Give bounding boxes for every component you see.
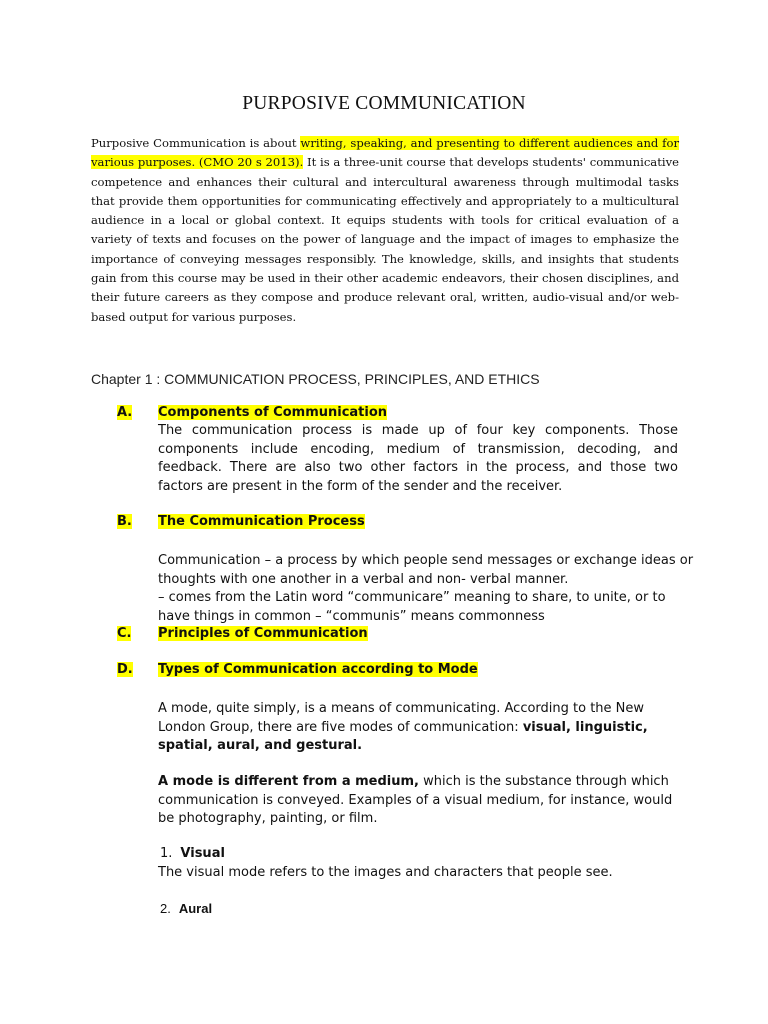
section-d-p2-line-1: which is the substance through which: [419, 774, 669, 789]
section-d-p1-line-2: London Group, there are five modes of communication:: [158, 719, 523, 735]
section-b-title: The Communication Process: [158, 514, 365, 529]
intro-paragraph: [91, 134, 679, 327]
intro-prefix: Purposive Communication is about: [91, 136, 301, 150]
section-d-title: Types of Communication according to Mode: [158, 662, 478, 677]
section-b-line-3: – comes from the Latin word “communicare” meaning to share, to unite, or to: [158, 590, 666, 605]
mode-visual-title: Visual: [180, 846, 225, 861]
section-a-body: The communication process is made up of four key components. Those components include encoding, medium of transmission, decoding, and feedback. There are also two other factors in the process, and those two factors are present in the form of the sender and the receiver.: [158, 423, 678, 494]
section-d-letter: D.: [117, 662, 133, 677]
section-b-letter: B.: [117, 514, 132, 529]
section-b-line-1: Communication – a process by which people send messages or exchange ideas or: [158, 553, 694, 568]
mode-aural-number: 2.: [160, 901, 171, 916]
section-d-paragraph-2: [158, 773, 678, 829]
mode-visual-number: 1.: [160, 846, 173, 861]
section-d-p2-line-3: be photography, painting, or film.: [158, 811, 378, 826]
mode-aural-title: Aural: [178, 901, 213, 916]
section-b-line-2: thoughts with one another in a verbal and non- verbal manner.: [158, 571, 569, 587]
section-d-p2-line-2: communication is conveyed. Examples of a visual medium, for instance, would: [158, 792, 673, 808]
intro-rest: It is a three-unit course that develops students' communicative competence and enhances their cultural and intercultural awareness through multimodal tasks that provide them opportunities for communicating effectively and appropriately to a multicultural audience in a local or global context. It equips students with tools for critical evaluation of a variety of texts and focuses on the power of language and the impact of images to emphasize the importance of conveying messages responsibly. The knowledge, skills, and insights that students gain from this course may be used in their other academic endeavors, their chosen disciplines, and their future careers as they compose and produce relevant oral, written, audio-visual and/or web-based output for various purposes.: [91, 155, 679, 324]
mode-visual-heading: [160, 846, 225, 861]
section-b-line-4: have things in common – “communis” means commonness: [158, 608, 545, 624]
intro-highlight: writing, speaking, and presenting to different audiences and for various purposes. (CMO 20 s 2013).: [91, 136, 679, 170]
section-a-title: Components of Communication: [158, 405, 388, 420]
mode-aural-heading: [160, 901, 212, 916]
mode-visual-body: The visual mode refers to the images and characters that people see.: [158, 865, 613, 880]
section-c-title: Principles of Communication: [158, 626, 368, 641]
chapter-heading: Chapter 1 : COMMUNICATION PROCESS, PRINCIPLES, AND ETHICS: [91, 371, 540, 387]
section-b-body: [158, 552, 694, 626]
section-d-p1-line-1: A mode, quite simply, is a means of communicating. According to the New: [158, 701, 645, 716]
section-a-letter: A.: [117, 405, 133, 420]
section-c-letter: C.: [117, 626, 132, 641]
page-title: PURPOSIVE COMMUNICATION: [242, 93, 526, 114]
section-d-p1-bold-1: visual, linguistic,: [522, 719, 648, 735]
section-d-paragraph-1: [158, 700, 678, 756]
section-d-p2-bold: A mode is different from a medium,: [158, 774, 419, 789]
section-d-p1-bold-2: spatial, aural, and gestural.: [158, 738, 363, 753]
